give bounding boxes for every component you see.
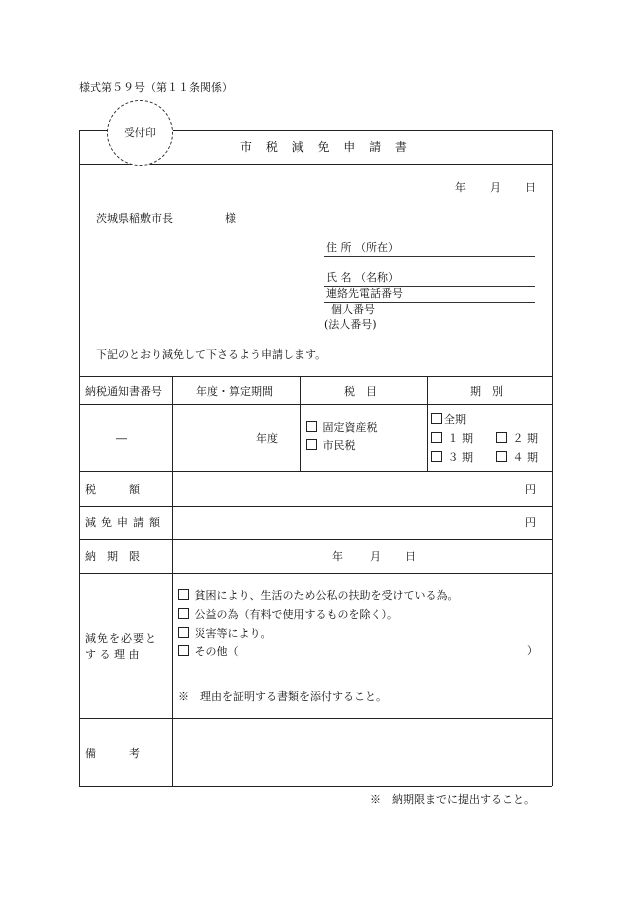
tax-amount-yen[interactable]: 円 [525,483,536,496]
checkbox-icon[interactable] [431,413,442,424]
header-year-period: 年度・算定期間 [196,385,273,398]
checkbox-icon[interactable] [496,432,507,443]
term-option-full[interactable] [431,413,466,425]
tax-option-fixed-asset-label: 固定資産税 [322,421,378,434]
term-column-line [427,376,428,471]
year-suffix[interactable]: 年度 [256,432,278,445]
deadline-year[interactable]: 年 [332,550,343,563]
header-tax-item: 税 目 [344,385,377,398]
checkbox-icon[interactable] [178,589,189,600]
reason-other-label: その他（ [194,645,239,658]
frame-bottom-line [79,786,552,787]
checkbox-icon[interactable] [496,451,507,462]
applicant-corp-number-label: (法人番号) [324,318,377,331]
frame-left-line [79,130,80,786]
checkbox-icon[interactable] [431,451,442,462]
deadline-label: 納 期 限 [85,550,140,563]
term-option-2-label: ２ 期 [512,432,538,445]
footer-note: ※ 納期限までに提出すること。 [370,793,535,806]
checkbox-icon[interactable] [431,432,442,443]
reason-disaster-label: 災害等により。 [194,627,272,640]
checkbox-icon[interactable] [178,608,189,619]
term-option-4-label: ４ 期 [512,451,538,464]
tax-option-municipal[interactable] [306,439,356,451]
reason-public-interest-label: 公益の為（有料で使用するものを除く）。 [194,608,398,621]
frame-right-line [552,130,553,786]
checkbox-icon[interactable] [306,439,317,450]
term-option-2[interactable] [496,432,538,444]
reason-label-line-1: 減免を必要と [85,632,157,645]
reason-poverty[interactable] [178,589,459,601]
remarks-field[interactable] [174,720,550,784]
applicant-name-label: 氏 名 （名称） [326,271,399,284]
checkbox-icon[interactable] [306,421,317,432]
checkbox-icon[interactable] [178,627,189,638]
applicant-address-label: 住 所 （所在） [326,241,399,254]
request-text: 下記のとおり減免して下さるよう申請します。 [96,348,327,361]
tax-option-fixed-asset[interactable] [306,421,378,433]
term-option-4[interactable] [496,451,538,463]
receipt-stamp-circle[interactable] [107,100,173,166]
form-title: 市 税 減 免 申 請 書 [240,140,412,154]
tax-option-municipal-label: 市民税 [322,439,356,452]
row-line-1 [79,471,552,472]
term-option-3-label: ３ 期 [447,451,473,464]
row-line-4 [79,573,552,574]
header-term: 期 別 [470,385,503,398]
deadline-day[interactable]: 日 [405,550,416,563]
reason-label-line-2: す る 理 由 [85,648,140,661]
row-line-3 [79,539,552,540]
applicant-personal-number-label: 個人番号 [331,303,375,316]
attach-note: ※ 理由を証明する書類を添付すること。 [178,690,387,703]
receipt-stamp-label: 受付印 [124,127,156,139]
reason-other[interactable] [178,645,239,657]
checkbox-icon[interactable] [178,645,189,656]
header-notice-number: 納税通知書番号 [85,385,162,398]
remarks-label: 備 考 [85,747,140,760]
tax-amount-label: 税 額 [85,483,140,496]
row-line-5 [79,718,552,719]
reason-disaster[interactable] [178,627,272,639]
term-option-3[interactable] [431,451,473,463]
row-line-2 [79,506,552,507]
term-option-full-label: 全期 [444,413,466,426]
applicant-phone-label: 連絡先電話番号 [326,287,403,300]
address-field-line[interactable] [324,256,535,257]
addressee-name: 茨城県稲敷市長 [96,212,173,225]
notice-number-value[interactable]: ― [116,432,127,445]
reduction-amount-yen[interactable]: 円 [525,516,536,529]
deadline-month[interactable]: 月 [370,550,381,563]
term-option-1[interactable] [431,432,473,444]
term-option-1-label: １ 期 [447,432,473,445]
reason-public-interest[interactable] [178,608,398,620]
reduction-amount-label: 減免申請額 [85,516,165,529]
reason-poverty-label: 貧困により、生活のため公私の扶助を受けている為。 [194,589,459,602]
addressee-honorific: 様 [225,212,236,225]
reason-other-close: ） [527,644,538,657]
header-bottom-line [79,404,552,405]
date-day-label[interactable]: 日 [525,181,536,194]
date-month-label[interactable]: 月 [490,181,501,194]
date-year-label[interactable]: 年 [455,181,466,194]
tax-item-column-line [300,376,301,471]
form-number: 様式第５９号（第１１条関係） [79,81,233,94]
header-top-line [79,376,552,377]
label-column-line [172,376,173,786]
